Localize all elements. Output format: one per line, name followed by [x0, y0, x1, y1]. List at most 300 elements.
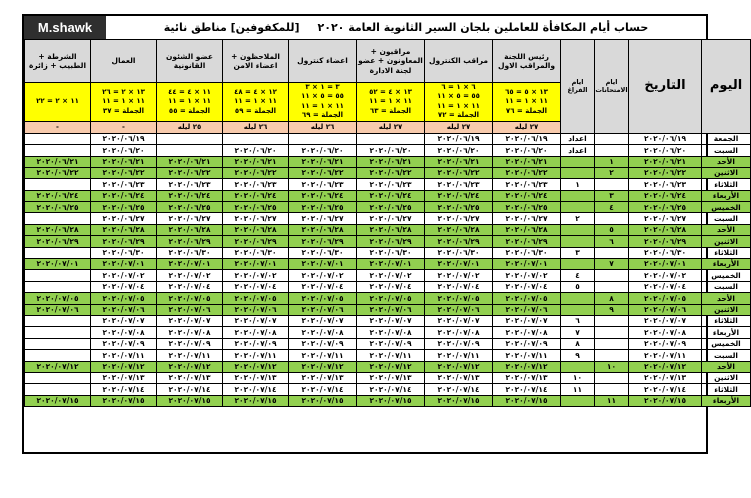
cell-exam-days — [595, 338, 629, 349]
cell-workers: ٢٠٢٠/٠٧/١٢ — [91, 361, 157, 372]
cell-day: الخميس — [702, 338, 751, 349]
cell-free-days: ٢ — [561, 213, 595, 224]
cell-police: ٢٠٢٠/٠٦/٢٤ — [25, 190, 91, 201]
cell-chief: ٢٠٢٠/٠٧/٠٦ — [493, 304, 561, 315]
cell-date: ٢٠٢٠/٠٦/٢٤ — [629, 190, 702, 201]
schedule-table — [24, 39, 751, 407]
cell-free-days — [561, 259, 595, 270]
cell-observers: ٢٠٢٠/٠٦/٢٥ — [357, 202, 425, 213]
table-row — [25, 293, 751, 304]
cell-police — [25, 350, 91, 361]
table-row — [25, 350, 751, 361]
cell-workers: ٢٠٢٠/٠٦/٢٥ — [91, 202, 157, 213]
cell-exam-days — [595, 372, 629, 383]
cell-control-members: ٢٠٢٠/٠٧/١٤ — [289, 384, 357, 395]
calc-line: الجملة = ٣٧ — [102, 106, 145, 115]
cell-control-members: ٢٠٢٠/٠٦/٢٨ — [289, 224, 357, 235]
cell-workers: ٢٠٢٠/٠٧/٠٧ — [91, 316, 157, 327]
cell-monitors: ٢٠٢٠/٠٧/١١ — [223, 350, 289, 361]
total-monitors: ٢٦ ليله — [223, 121, 289, 133]
cell-police: ٢٠٢٠/٠٧/٠٥ — [25, 293, 91, 304]
cell-monitors: ٢٠٢٠/٠٧/٠٥ — [223, 293, 289, 304]
cell-control-observer: ٢٠٢٠/٠٦/٣٠ — [425, 247, 493, 258]
table-row — [25, 179, 751, 190]
calc-line: ١٣ × ٥ = ٦٥ — [505, 87, 548, 96]
cell-free-days: ٦ — [561, 316, 595, 327]
cell-control-observer: ٢٠٢٠/٠٧/٠٢ — [425, 270, 493, 281]
cell-chief: ٢٠٢٠/٠٧/٠١ — [493, 259, 561, 270]
cell-chief: ٢٠٢٠/٠٦/١٩ — [493, 133, 561, 144]
cell-control-observer: ٢٠٢٠/٠٧/٠٩ — [425, 338, 493, 349]
cell-legal-member: ٢٠٢٠/٠٧/٠٢ — [157, 270, 223, 281]
cell-workers: ٢٠٢٠/٠٧/١٥ — [91, 395, 157, 406]
table-row — [25, 156, 751, 167]
cell-observers: ٢٠٢٠/٠٧/١٤ — [357, 384, 425, 395]
cell-free-days: ٤ — [561, 270, 595, 281]
cell-control-members: ٢٠٢٠/٠٧/٠٨ — [289, 327, 357, 338]
cell-legal-member: ٢٠٢٠/٠٦/٢١ — [157, 156, 223, 167]
header-observers: مراقبون + المعاونون + عضو لجنة الادارة — [357, 40, 425, 83]
table-row — [25, 202, 751, 213]
header-date: التاريخ — [629, 40, 702, 134]
title-tail: [للمكفوفين] مناطق نائية — [163, 21, 300, 34]
cell-workers: ٢٠٢٠/٠٦/٢٧ — [91, 213, 157, 224]
cell-legal-member — [157, 145, 223, 156]
cell-chief: ٢٠٢٠/٠٧/١٣ — [493, 372, 561, 383]
cell-day: الاثنين — [702, 372, 751, 383]
cell-date: ٢٠٢٠/٠٦/١٩ — [629, 133, 702, 144]
cell-legal-member: ٢٠٢٠/٠٧/٠٤ — [157, 281, 223, 292]
cell-exam-days — [595, 133, 629, 144]
cell-police: ٢٠٢٠/٠٦/٢٨ — [25, 224, 91, 235]
cell-control-observer: ٢٠٢٠/٠٧/١٢ — [425, 361, 493, 372]
cell-observers: ٢٠٢٠/٠٧/١٥ — [357, 395, 425, 406]
table-row — [25, 145, 751, 156]
cell-control-members: ٢٠٢٠/٠٦/٢٧ — [289, 213, 357, 224]
cell-day: الخميس — [702, 270, 751, 281]
calc-line: ١٣ × ٢ = ٢٦ — [102, 87, 145, 96]
calc-line: ١١ × ١ = ١١ — [168, 97, 211, 106]
total-chief: ٢٧ ليله — [493, 121, 561, 133]
calc-observers — [357, 83, 425, 122]
calc-line: ٦ × ١ = ٦ — [441, 83, 476, 91]
cell-control-observer: ٢٠٢٠/٠٧/١٥ — [425, 395, 493, 406]
header-control-members: اعضاء كنترول — [289, 40, 357, 83]
cell-chief: ٢٠٢٠/٠٧/٠٤ — [493, 281, 561, 292]
cell-control-members: ٢٠٢٠/٠٧/١٣ — [289, 372, 357, 383]
cell-workers: ٢٠٢٠/٠٦/٢٠ — [91, 145, 157, 156]
cell-exam-days — [595, 247, 629, 258]
cell-date: ٢٠٢٠/٠٦/٢١ — [629, 156, 702, 167]
cell-exam-days — [595, 327, 629, 338]
cell-control-members: ٢٠٢٠/٠٧/٠٦ — [289, 304, 357, 315]
header-exam-days: ايام الامتحانات — [595, 40, 629, 134]
cell-date: ٢٠٢٠/٠٧/١٣ — [629, 372, 702, 383]
cell-exam-days: ١١ — [595, 395, 629, 406]
cell-legal-member: ٢٠٢٠/٠٧/١٤ — [157, 384, 223, 395]
calc-line: ١٢ × ٤ = ٤٨ — [234, 87, 277, 96]
cell-control-observer: ٢٠٢٠/٠٧/٠١ — [425, 259, 493, 270]
cell-free-days — [561, 202, 595, 213]
cell-exam-days — [595, 270, 629, 281]
cell-chief: ٢٠٢٠/٠٦/٢٣ — [493, 179, 561, 190]
cell-day: الاثنين — [702, 167, 751, 178]
cell-free-days: ٣ — [561, 247, 595, 258]
cell-day: السبت — [702, 350, 751, 361]
cell-police — [25, 270, 91, 281]
cell-police: ٢٠٢٠/٠٦/٢١ — [25, 156, 91, 167]
cell-chief: ٢٠٢٠/٠٧/١٤ — [493, 384, 561, 395]
calc-line: الجملة = ٥٥ — [168, 106, 211, 115]
cell-control-observer: ٢٠٢٠/٠٧/٠٦ — [425, 304, 493, 315]
cell-control-observer: ٢٠٢٠/٠٧/١٤ — [425, 384, 493, 395]
cell-monitors: ٢٠٢٠/٠٧/٠٩ — [223, 338, 289, 349]
cell-chief: ٢٠٢٠/٠٧/٠٧ — [493, 316, 561, 327]
cell-control-members: ٢٠٢٠/٠٧/١٢ — [289, 361, 357, 372]
cell-police — [25, 281, 91, 292]
cell-monitors: ٢٠٢٠/٠٧/٠٧ — [223, 316, 289, 327]
cell-control-members: ٢٠٢٠/٠٦/٢٤ — [289, 190, 357, 201]
cell-legal-member: ٢٠٢٠/٠٧/٠٧ — [157, 316, 223, 327]
calc-line: ١١ × ٢ = ٢٢ — [36, 97, 79, 106]
cell-observers: ٢٠٢٠/٠٧/١٢ — [357, 361, 425, 372]
cell-day: السبت — [702, 213, 751, 224]
cell-police — [25, 327, 91, 338]
header-legal-member: عضو الشئون القانونية — [157, 40, 223, 83]
calc-control-observer — [425, 83, 493, 122]
cell-free-days: اعداد — [561, 145, 595, 156]
cell-police — [25, 372, 91, 383]
title-main: حساب أيام المكافأة للعاملين بلجان السير الثانوية العامة ٢٠٢٠ — [317, 21, 649, 34]
calc-line: ١١ × ١ = ١١ — [301, 101, 344, 110]
cell-date: ٢٠٢٠/٠٧/١٥ — [629, 395, 702, 406]
cell-observers: ٢٠٢٠/٠٧/٠١ — [357, 259, 425, 270]
cell-free-days — [561, 293, 595, 304]
cell-observers: ٢٠٢٠/٠٦/٢٨ — [357, 224, 425, 235]
cell-workers: ٢٠٢٠/٠٦/٢٨ — [91, 224, 157, 235]
cell-control-members: ٢٠٢٠/٠٧/١٥ — [289, 395, 357, 406]
header-chief: رئيس اللجنة والمراقب الاول — [493, 40, 561, 83]
cell-police: ٢٠٢٠/٠٧/٠١ — [25, 259, 91, 270]
cell-police — [25, 338, 91, 349]
cell-control-observer: ٢٠٢٠/٠٦/٢٣ — [425, 179, 493, 190]
calc-chief — [493, 83, 561, 122]
cell-exam-days: ١٠ — [595, 361, 629, 372]
cell-exam-days: ٨ — [595, 293, 629, 304]
cell-day: الأربعاء — [702, 395, 751, 406]
cell-exam-days: ٣ — [595, 190, 629, 201]
cell-day: الثلاثاء — [702, 247, 751, 258]
cell-police: ٢٠٢٠/٠٦/٢٥ — [25, 202, 91, 213]
cell-chief: ٢٠٢٠/٠٦/٢٧ — [493, 213, 561, 224]
cell-free-days — [561, 361, 595, 372]
cell-police — [25, 133, 91, 144]
header-free-days: ايام الفراغ — [561, 40, 595, 134]
cell-exam-days: ٩ — [595, 304, 629, 315]
cell-workers: ٢٠٢٠/٠٧/١٤ — [91, 384, 157, 395]
table-row — [25, 224, 751, 235]
cell-control-observer: ٢٠٢٠/٠٧/٠٧ — [425, 316, 493, 327]
total-control-members: ٢٦ ليله — [289, 121, 357, 133]
cell-exam-days: ٢ — [595, 167, 629, 178]
cell-free-days — [561, 236, 595, 247]
cell-free-days: ٧ — [561, 327, 595, 338]
cell-chief: ٢٠٢٠/٠٦/٣٠ — [493, 247, 561, 258]
cell-day: الخميس — [702, 202, 751, 213]
header-monitors: الملاحظون + اعضاء الامن — [223, 40, 289, 83]
cell-day: الثلاثاء — [702, 316, 751, 327]
total-police: - — [25, 121, 91, 133]
cell-monitors: ٢٠٢٠/٠٦/٢٣ — [223, 179, 289, 190]
cell-legal-member: ٢٠٢٠/٠٧/٠١ — [157, 259, 223, 270]
total-control-observer: ٢٧ ليله — [425, 121, 493, 133]
calc-line: الجملة = ٧٦ — [505, 106, 548, 115]
cell-day: السبت — [702, 281, 751, 292]
cell-monitors: ٢٠٢٠/٠٧/١٣ — [223, 372, 289, 383]
cell-police — [25, 384, 91, 395]
cell-chief: ٢٠٢٠/٠٦/٢١ — [493, 156, 561, 167]
table-row — [25, 190, 751, 201]
cell-monitors: ٢٠٢٠/٠٦/٢١ — [223, 156, 289, 167]
cell-observers: ٢٠٢٠/٠٦/٢١ — [357, 156, 425, 167]
cell-workers: ٢٠٢٠/٠٧/٠٢ — [91, 270, 157, 281]
cell-workers: ٢٠٢٠/٠٧/٠٤ — [91, 281, 157, 292]
cell-date: ٢٠٢٠/٠٧/٠٩ — [629, 338, 702, 349]
cell-control-observer: ٢٠٢٠/٠٦/١٩ — [425, 133, 493, 144]
cell-police — [25, 213, 91, 224]
cell-day: الثلاثاء — [702, 384, 751, 395]
cell-legal-member: ٢٠٢٠/٠٦/٢٧ — [157, 213, 223, 224]
cell-police — [25, 247, 91, 258]
cell-free-days — [561, 190, 595, 201]
cell-monitors: ٢٠٢٠/٠٦/٢٩ — [223, 236, 289, 247]
table-row — [25, 372, 751, 383]
cell-observers: ٢٠٢٠/٠٧/١٣ — [357, 372, 425, 383]
cell-exam-days — [595, 145, 629, 156]
cell-control-members: ٢٠٢٠/٠٧/١١ — [289, 350, 357, 361]
cell-exam-days — [595, 316, 629, 327]
cell-workers: ٢٠٢٠/٠٦/١٩ — [91, 133, 157, 144]
cell-control-members — [289, 133, 357, 144]
cell-free-days: ١١ — [561, 384, 595, 395]
cell-control-observer: ٢٠٢٠/٠٦/٢٧ — [425, 213, 493, 224]
cell-monitors: ٢٠٢٠/٠٧/٠١ — [223, 259, 289, 270]
table-row — [25, 338, 751, 349]
cell-monitors — [223, 133, 289, 144]
cell-legal-member: ٢٠٢٠/٠٧/٠٦ — [157, 304, 223, 315]
sheet-title — [106, 16, 706, 39]
cell-monitors: ٢٠٢٠/٠٦/٢٨ — [223, 224, 289, 235]
cell-control-members: ٢٠٢٠/٠٦/٢٢ — [289, 167, 357, 178]
cell-legal-member: ٢٠٢٠/٠٧/١٢ — [157, 361, 223, 372]
calc-workers — [91, 83, 157, 122]
calc-legal-member — [157, 83, 223, 122]
cell-date: ٢٠٢٠/٠٧/٠٥ — [629, 293, 702, 304]
table-row — [25, 259, 751, 270]
cell-date: ٢٠٢٠/٠٧/١١ — [629, 350, 702, 361]
cell-control-observer: ٢٠٢٠/٠٦/٢١ — [425, 156, 493, 167]
cell-free-days: ٩ — [561, 350, 595, 361]
cell-exam-days — [595, 384, 629, 395]
cell-day: الاثنين — [702, 304, 751, 315]
cell-observers: ٢٠٢٠/٠٦/٢٩ — [357, 236, 425, 247]
cell-control-observer: ٢٠٢٠/٠٧/٠٨ — [425, 327, 493, 338]
cell-control-members: ٢٠٢٠/٠٦/٢١ — [289, 156, 357, 167]
cell-free-days — [561, 395, 595, 406]
cell-free-days — [561, 224, 595, 235]
cell-observers: ٢٠٢٠/٠٦/٢٣ — [357, 179, 425, 190]
cell-date: ٢٠٢٠/٠٧/٠٨ — [629, 327, 702, 338]
total-workers: - — [91, 121, 157, 133]
cell-date: ٢٠٢٠/٠٦/٢٨ — [629, 224, 702, 235]
cell-free-days: ١ — [561, 179, 595, 190]
cell-control-members: ٢٠٢٠/٠٧/٠٩ — [289, 338, 357, 349]
brand-badge: M.shawk — [24, 16, 106, 39]
cell-control-observer: ٢٠٢٠/٠٦/٢٠ — [425, 145, 493, 156]
cell-date: ٢٠٢٠/٠٦/٣٠ — [629, 247, 702, 258]
cell-observers: ٢٠٢٠/٠٦/٢٠ — [357, 145, 425, 156]
cell-day: الأربعاء — [702, 259, 751, 270]
calc-line: ١١ × ١ = ١١ — [369, 97, 412, 106]
cell-date: ٢٠٢٠/٠٦/٢٥ — [629, 202, 702, 213]
cell-observers: ٢٠٢٠/٠٧/٠٧ — [357, 316, 425, 327]
cell-free-days: ٨ — [561, 338, 595, 349]
cell-exam-days — [595, 281, 629, 292]
cell-chief: ٢٠٢٠/٠٧/٠٨ — [493, 327, 561, 338]
cell-legal-member: ٢٠٢٠/٠٦/٢٢ — [157, 167, 223, 178]
calc-police — [25, 83, 91, 122]
table-row — [25, 281, 751, 292]
cell-chief: ٢٠٢٠/٠٧/١٢ — [493, 361, 561, 372]
cell-workers: ٢٠٢٠/٠٦/٣٠ — [91, 247, 157, 258]
cell-exam-days — [595, 213, 629, 224]
cell-workers: ٢٠٢٠/٠٧/١١ — [91, 350, 157, 361]
cell-day: الأربعاء — [702, 327, 751, 338]
cell-day: الأحد — [702, 361, 751, 372]
cell-exam-days: ١ — [595, 156, 629, 167]
calc-line: الجملة = ٦٩ — [301, 111, 344, 120]
cell-date: ٢٠٢٠/٠٧/٠١ — [629, 259, 702, 270]
cell-date: ٢٠٢٠/٠٧/١٢ — [629, 361, 702, 372]
cell-observers: ٢٠٢٠/٠٦/٢٢ — [357, 167, 425, 178]
cell-free-days: اعداد — [561, 133, 595, 144]
cell-monitors: ٢٠٢٠/٠٧/٠٦ — [223, 304, 289, 315]
cell-control-observer: ٢٠٢٠/٠٧/٠٥ — [425, 293, 493, 304]
cell-chief: ٢٠٢٠/٠٧/١٥ — [493, 395, 561, 406]
cell-free-days: ٥ — [561, 281, 595, 292]
cell-monitors: ٢٠٢٠/٠٧/٠٨ — [223, 327, 289, 338]
top-bar — [24, 16, 706, 39]
cell-date: ٢٠٢٠/٠٦/٢٣ — [629, 179, 702, 190]
cell-day: الثلاثاء — [702, 179, 751, 190]
cell-day: الأحد — [702, 224, 751, 235]
cell-legal-member: ٢٠٢٠/٠٧/١١ — [157, 350, 223, 361]
cell-exam-days — [595, 350, 629, 361]
cell-workers: ٢٠٢٠/٠٦/٢١ — [91, 156, 157, 167]
cell-workers: ٢٠٢٠/٠٦/٢٢ — [91, 167, 157, 178]
table-row — [25, 395, 751, 406]
cell-date: ٢٠٢٠/٠٦/٢٩ — [629, 236, 702, 247]
cell-control-members: ٢٠٢٠/٠٧/٠٢ — [289, 270, 357, 281]
cell-control-observer: ٢٠٢٠/٠٧/٠٤ — [425, 281, 493, 292]
cell-legal-member: ٢٠٢٠/٠٦/٢٥ — [157, 202, 223, 213]
cell-day: الأحد — [702, 293, 751, 304]
table-row — [25, 327, 751, 338]
cell-date: ٢٠٢٠/٠٧/٠٤ — [629, 281, 702, 292]
table-row — [25, 213, 751, 224]
cell-exam-days: ٤ — [595, 202, 629, 213]
cell-police: ٢٠٢٠/٠٦/٢٢ — [25, 167, 91, 178]
cell-day: السبت — [702, 145, 751, 156]
cell-control-observer: ٢٠٢٠/٠٦/٢٢ — [425, 167, 493, 178]
calc-line: الجملة = ٥٩ — [234, 106, 277, 115]
table-row — [25, 133, 751, 144]
cell-workers: ٢٠٢٠/٠٧/٠٦ — [91, 304, 157, 315]
cell-free-days: ١٠ — [561, 372, 595, 383]
cell-control-observer: ٢٠٢٠/٠٧/١١ — [425, 350, 493, 361]
cell-observers: ٢٠٢٠/٠٦/٢٧ — [357, 213, 425, 224]
cell-legal-member: ٢٠٢٠/٠٧/١٣ — [157, 372, 223, 383]
cell-observers — [357, 133, 425, 144]
cell-legal-member: ٢٠٢٠/٠٦/٢٨ — [157, 224, 223, 235]
cell-day: الأربعاء — [702, 190, 751, 201]
cell-police: ٢٠٢٠/٠٦/٢٩ — [25, 236, 91, 247]
cell-legal-member: ٢٠٢٠/٠٧/٠٩ — [157, 338, 223, 349]
cell-police: ٢٠٢٠/٠٧/٠٦ — [25, 304, 91, 315]
cell-workers: ٢٠٢٠/٠٧/١٣ — [91, 372, 157, 383]
cell-date: ٢٠٢٠/٠٦/٢٧ — [629, 213, 702, 224]
cell-date: ٢٠٢٠/٠٦/٢٢ — [629, 167, 702, 178]
cell-monitors: ٢٠٢٠/٠٦/٢٢ — [223, 167, 289, 178]
cell-free-days — [561, 304, 595, 315]
cell-monitors: ٢٠٢٠/٠٦/٢٥ — [223, 202, 289, 213]
cell-workers: ٢٠٢٠/٠٧/٠٩ — [91, 338, 157, 349]
table-row — [25, 304, 751, 315]
calc-line: ١١ × ١ = ١١ — [102, 97, 145, 106]
table-row — [25, 270, 751, 281]
cell-monitors: ٢٠٢٠/٠٦/٢٤ — [223, 190, 289, 201]
cell-legal-member: ٢٠٢٠/٠٦/٣٠ — [157, 247, 223, 258]
cell-date: ٢٠٢٠/٠٦/٢٠ — [629, 145, 702, 156]
cell-free-days — [561, 167, 595, 178]
cell-legal-member — [157, 133, 223, 144]
calc-control-members — [289, 83, 357, 122]
cell-workers: ٢٠٢٠/٠٦/٢٣ — [91, 179, 157, 190]
cell-monitors: ٢٠٢٠/٠٧/١٥ — [223, 395, 289, 406]
cell-police — [25, 179, 91, 190]
cell-monitors: ٢٠٢٠/٠٦/٣٠ — [223, 247, 289, 258]
cell-date: ٢٠٢٠/٠٧/٠٢ — [629, 270, 702, 281]
cell-date: ٢٠٢٠/٠٧/١٤ — [629, 384, 702, 395]
cell-date: ٢٠٢٠/٠٧/٠٧ — [629, 316, 702, 327]
calc-monitors — [223, 83, 289, 122]
cell-exam-days: ٧ — [595, 259, 629, 270]
cell-monitors: ٢٠٢٠/٠٧/١٤ — [223, 384, 289, 395]
calc-line: ١١ × ٤ = ٤٤ — [168, 87, 211, 96]
cell-control-members: ٢٠٢٠/٠٦/٣٠ — [289, 247, 357, 258]
cell-legal-member: ٢٠٢٠/٠٧/٠٥ — [157, 293, 223, 304]
table-row — [25, 236, 751, 247]
cell-chief: ٢٠٢٠/٠٦/٢٤ — [493, 190, 561, 201]
header-day: اليوم — [702, 40, 751, 134]
cell-control-observer: ٢٠٢٠/٠٦/٢٤ — [425, 190, 493, 201]
cell-control-members: ٢٠٢٠/٠٧/٠٤ — [289, 281, 357, 292]
cell-chief: ٢٠٢٠/٠٧/٠٥ — [493, 293, 561, 304]
cell-observers: ٢٠٢٠/٠٧/٠٥ — [357, 293, 425, 304]
cell-police — [25, 316, 91, 327]
table-row — [25, 316, 751, 327]
table-row — [25, 247, 751, 258]
